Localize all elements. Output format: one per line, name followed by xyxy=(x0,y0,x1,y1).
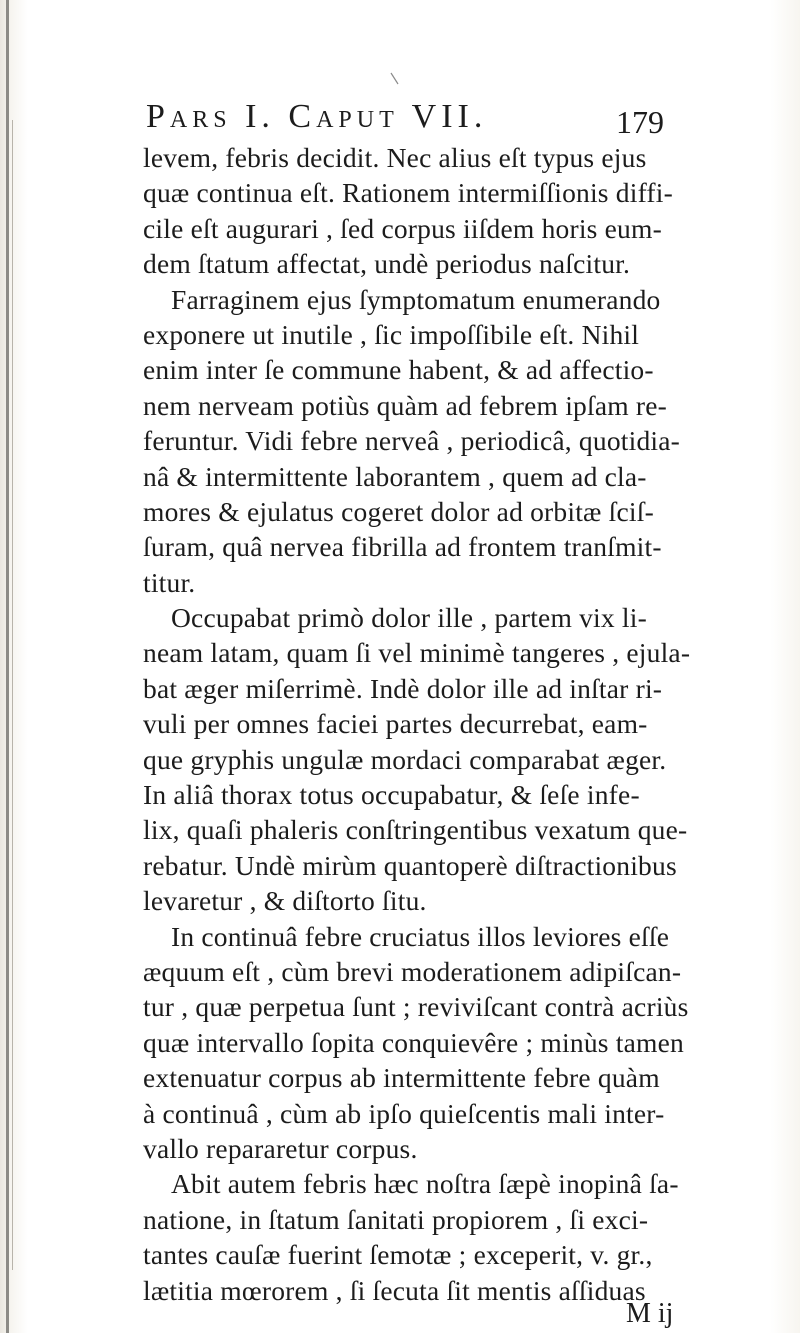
text-line: quæ continua eſt. Rationem intermiſſionis diffi- xyxy=(143,177,673,209)
text-line: Farraginem ejus ſymptomatum enumerando xyxy=(171,283,661,315)
text-line: nâ & intermittente laborantem , quem ad cla- xyxy=(143,460,647,492)
text-line: neam latam, quam ſi vel minimè tangeres , ejula- xyxy=(143,637,691,669)
running-head: Pars I. Caput VII. xyxy=(146,98,488,135)
text-line: levaretur , & diſtorto ſitu. xyxy=(143,885,427,917)
text-line: exponere ut inutile , ſic impoſſibile eſt. Nihil xyxy=(143,318,640,350)
text-line: dem ſtatum affectat, undè periodus naſcitur. xyxy=(143,248,631,280)
text-line: bat æger miſerrimè. Indè dolor ille ad inſtar ri- xyxy=(143,672,663,704)
text-line: In continuâ febre cruciatus illos leviores eſſe xyxy=(171,920,670,952)
text-line: cile eſt augurari , ſed corpus iiſdem horis eum- xyxy=(143,212,662,244)
text-line: vuli per omnes faciei partes decurrebat, eam- xyxy=(143,708,648,740)
text-line: rebatur. Undè mirùm quantoperè diſtractionibus xyxy=(143,849,677,881)
text-line: titur. xyxy=(143,566,196,598)
text-line: ſuram, quâ nervea fibrilla ad frontem tranſmit- xyxy=(143,531,662,563)
text-line: levem, febris decidit. Nec alius eſt typus ejus xyxy=(143,142,647,173)
text-line: feruntur. Vidi febre nerveâ , periodicâ, quotidia- xyxy=(143,425,681,457)
text-line: lix, quaſi phaleris conſtringentibus vexatum que- xyxy=(143,814,688,846)
text-line: vallo repararetur corpus. xyxy=(143,1132,418,1164)
text-line: enim inter ſe commune habent, & ad affectio- xyxy=(143,354,654,386)
text-line: æquum eſt , cùm brevi moderationem adipiſcan- xyxy=(143,955,682,987)
text-line: que gryphis ungulæ mordaci comparabat æger. xyxy=(143,743,667,775)
text-line: mores & ejulatus cogeret dolor ad orbitæ ſciſ- xyxy=(143,495,654,527)
text-line: Occupabat primò dolor ille , partem vix li- xyxy=(171,602,647,634)
text-line: lætitia mœrorem , ſi ſecuta ſit mentis aſſiduas xyxy=(143,1274,646,1306)
text-line: nem nerveam potiùs quàm ad febrem ipſam re- xyxy=(143,389,668,421)
text-line: In aliâ thorax totus occupabatur, & ſeſe infe- xyxy=(143,779,640,811)
text-line: extenuatur corpus ab intermittente febre quàm xyxy=(143,1062,660,1094)
text-line: à continuâ , cùm ab ipſo quieſcentis mali inter- xyxy=(143,1097,665,1129)
body-text xyxy=(143,140,703,1308)
text-line: natione, in ſtatum ſanitati propiorem , ſi exci- xyxy=(143,1203,649,1235)
text-line: Abit autem febris hæc noſtra ſæpè inopinâ ſa- xyxy=(171,1168,679,1200)
ink-mark xyxy=(390,72,400,86)
text-line: tur , quæ perpetua ſunt ; reviviſcant contrà acriùs xyxy=(143,991,689,1023)
signature-mark: M ij xyxy=(626,1298,674,1329)
binding-shadow xyxy=(6,0,9,1333)
page-header xyxy=(146,98,706,146)
binding-line xyxy=(12,120,13,1270)
text-line: quæ intervallo ſopita conquievêre ; minùs tamen xyxy=(143,1026,684,1058)
text-line: tantes cauſæ fuerint ſemotæ ; exceperit, v. gr., xyxy=(143,1239,653,1271)
page-number: 179 xyxy=(616,104,664,140)
